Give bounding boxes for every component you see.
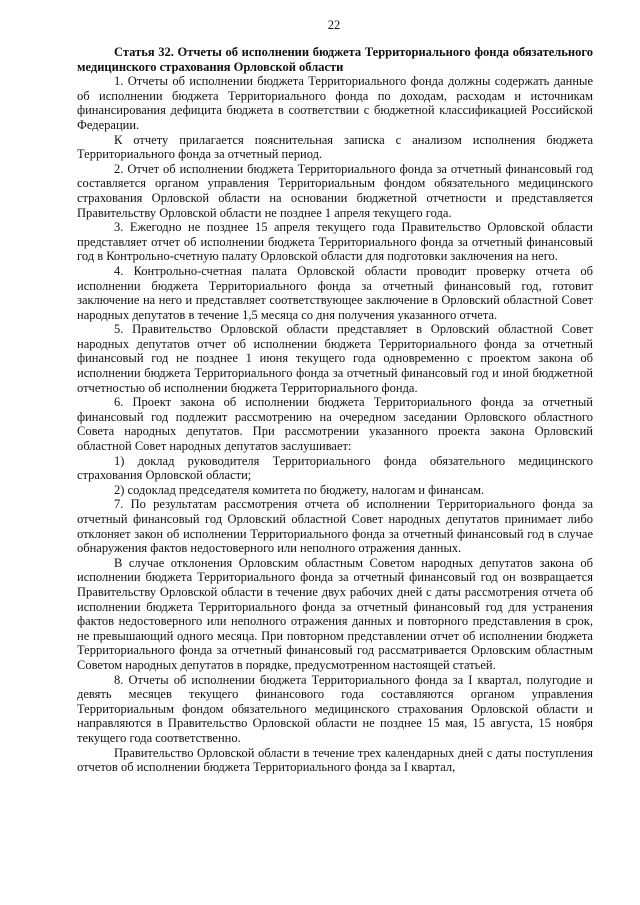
- paragraph: 4. Контрольно-счетная палата Орловской области проводит проверку отчета об исполнении бюджета Территориального фонда за отчетный финансовый год, готовит заключение на него и представляет соответствующее заключение в Орловский областной Совет народных депутатов в течение 1,5 месяца со дня получения указанного отчета.: [77, 263, 593, 322]
- paragraph: К отчету прилагается пояснительная записка с анализом исполнения бюджета Территориального фонда за отчетный период.: [77, 132, 593, 162]
- paragraph: 8. Отчеты об исполнении бюджета Территориального фонда за I квартал, полугодие и девять месяцев текущего финансового года составляются органом управления Территориальным фондом обязательного медицинского страхования Орловской области и направляются в Правительство Орловской области не позднее 15 мая, 15 августа, 15 ноября текущего года соответственно.: [77, 672, 593, 745]
- page-number: 22: [327, 18, 341, 32]
- paragraph: 1. Отчеты об исполнении бюджета Территориального фонда должны содержать данные об исполнении бюджета Территориального фонда по доходам, расходам и источникам финансирования дефицита бюджета в соответствии с бюджетной классификацией Российской Федерации.: [77, 74, 593, 132]
- paragraph: 5. Правительство Орловской области представляет в Орловский областной Совет народных депутатов отчет об исполнении бюджета Территориального фонда за отчетный финансовый год не позднее 1 июня текущего года одновременно с проектом закона об исполнении бюджета Территориального фонда за отчетный финансовый год и иной бюджетной отчетностью об исполнении бюджета Территориального фонда.: [77, 322, 593, 395]
- paragraph: 3. Ежегодно не позднее 15 апреля текущего года Правительство Орловской области представляет отчет об исполнении бюджета Территориального фонда за отчетный финансовый год в Контрольно-счетную палату Орловской области для подготовки заключения на него.: [77, 220, 593, 264]
- paragraph: 7. По результатам рассмотрения отчета об исполнении Территориального фонда за отчетный финансовый год Орловский областной Совет народных депутатов принимает либо отклоняет закон об исполнении Территориального фонда за отчетный финансовый год в случае обнаружения фактов недостоверного или неполного отражения данных.: [77, 497, 593, 556]
- paragraph: В случае отклонения Орловским областным Советом народных депутатов закона об исполнении бюджета Территориального фонда за отчетный финансовый год он возвращается Правительству Орловской области в течение двух рабочих дней с даты рассмотрения отчета об исполнении бюджета Территориального фонда за отчетный финансовый год для устранения фактов недостоверного или неполного отражения данных и повторного представления в срок, не превышающий одного месяца. При повторном представлении отчет об исполнении бюджета Территориального фонда за отчетный финансовый год рассматривается Орловским областным Советом народных депутатов в порядке, предусмотренном настоящей статьей.: [77, 555, 593, 672]
- list-item: 1) доклад руководителя Территориального фонда обязательного медицинского страхования Орловской области;: [77, 453, 593, 483]
- article-title: Статья 32. Отчеты об исполнении бюджета Территориального фонда обязательного медицинского страхования Орловской области: [77, 45, 593, 74]
- paragraph: 2. Отчет об исполнении бюджета Территориального фонда за отчетный финансовый год составляется органом управления Территориальным фондом обязательного медицинского страхования Орловской области на основании бюджетной отчетности и представляется Правительству Орловской области не позднее 1 апреля текущего года.: [77, 161, 593, 220]
- paragraph: 6. Проект закона об исполнении бюджета Территориального фонда за отчетный финансовый год подлежит рассмотрению на очередном заседании Орловского областного Совета народных депутатов. При рассмотрении указанного проекта закона Орловский областной Совет народных депутатов заслушивает:: [77, 395, 593, 454]
- document-page: [77, 18, 593, 775]
- list-item: 2) содоклад председателя комитета по бюджету, налогам и финансам.: [114, 482, 485, 497]
- paragraph: Правительство Орловской области в течение трех календарных дней с даты поступления отчетов об исполнении бюджета Территориального фонда за I квартал,: [77, 745, 593, 775]
